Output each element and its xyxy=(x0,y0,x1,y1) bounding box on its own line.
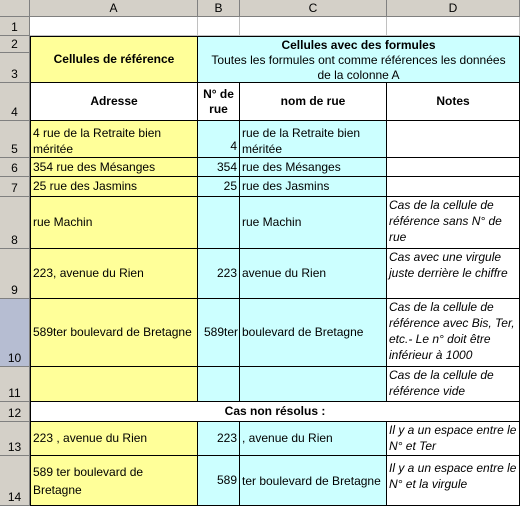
select-all-corner[interactable] xyxy=(0,0,30,17)
row-header-9[interactable]: 9 xyxy=(0,249,30,299)
reference-cells-header[interactable] xyxy=(30,36,198,83)
row-header-4[interactable]: 4 xyxy=(0,83,30,121)
column-header-c[interactable]: C xyxy=(240,0,387,17)
cell-b7[interactable] xyxy=(198,177,240,197)
column-header-a[interactable]: A xyxy=(30,0,198,17)
header-numero-text: N° de rue xyxy=(203,86,234,116)
cell-a8[interactable] xyxy=(30,197,198,249)
row-header-7[interactable]: 7 xyxy=(0,177,30,197)
column-header-d[interactable]: D xyxy=(387,0,520,17)
cell-d10[interactable] xyxy=(387,299,520,367)
cell-b11[interactable] xyxy=(198,367,240,402)
cell-c5[interactable] xyxy=(240,121,387,158)
unresolved-cases-title[interactable] xyxy=(30,402,520,422)
row-header-2[interactable]: 2 xyxy=(0,36,30,53)
cell-a10-text: 589ter boulevard de Bretagne xyxy=(33,325,192,339)
cell-d5[interactable] xyxy=(387,121,520,158)
cell-c13-text: , avenue du Rien xyxy=(242,431,333,445)
row-header-3[interactable]: 3 xyxy=(0,53,30,83)
cell-c10-text: boulevard de Bretagne xyxy=(242,325,364,339)
header-numero[interactable] xyxy=(198,83,240,121)
cell-b6[interactable] xyxy=(198,158,240,177)
row-header-8[interactable]: 8 xyxy=(0,197,30,249)
cell-b6-text: 354 xyxy=(216,159,237,174)
cell-d7[interactable] xyxy=(387,177,520,197)
cell-d6[interactable] xyxy=(387,158,520,177)
header-nom-text: nom de rue xyxy=(280,94,346,108)
cell-b1[interactable] xyxy=(198,17,240,36)
cell-a7[interactable] xyxy=(30,177,198,197)
cell-a5-text: 4 rue de la Retraite bien méritée xyxy=(33,126,162,156)
cell-a9[interactable] xyxy=(30,249,198,299)
cell-b10[interactable] xyxy=(198,299,240,367)
cell-c5-text: rue de la Retraite bien méritée xyxy=(242,126,361,156)
cell-a8-text: rue Machin xyxy=(33,215,93,229)
cell-d14-text: Il y a un espace entre le N° et la virgule xyxy=(389,461,517,491)
formula-cells-subtitle: Toutes les formules ont comme références les données de la colonne A xyxy=(211,53,506,82)
cell-c11[interactable] xyxy=(240,367,387,402)
header-adresse-text: Adresse xyxy=(90,94,138,108)
cell-a5[interactable] xyxy=(30,121,198,158)
cell-a11[interactable] xyxy=(30,367,198,402)
cell-a14[interactable] xyxy=(30,456,198,506)
reference-cells-header-text: Cellules de référence xyxy=(53,52,175,66)
cell-d9-text: Cas avec une virgule juste derrière le chiffre xyxy=(389,250,508,280)
cell-b7-text: 25 xyxy=(223,179,237,193)
cell-b5[interactable] xyxy=(198,121,240,158)
cell-c13[interactable] xyxy=(240,422,387,456)
cell-c7[interactable] xyxy=(240,177,387,197)
cell-b5-text: 4 xyxy=(230,139,237,153)
cell-a13[interactable] xyxy=(30,422,198,456)
cell-d8-text: Cas de la cellule de référence sans N° de rue xyxy=(389,198,502,244)
cell-c8-text: rue Machin xyxy=(242,215,302,229)
cell-d1[interactable] xyxy=(387,17,520,36)
row-header-14[interactable]: 14 xyxy=(0,456,30,506)
cell-d9[interactable] xyxy=(387,249,520,299)
cell-a1[interactable] xyxy=(30,17,198,36)
cell-a6[interactable] xyxy=(30,158,198,177)
cell-a10[interactable] xyxy=(30,299,198,367)
formula-cells-title: Cellules avec des formules xyxy=(281,38,436,52)
row-header-13[interactable]: 13 xyxy=(0,422,30,456)
cell-a14-text: 589 ter boulevard de Bretagne xyxy=(33,464,144,497)
cell-c8[interactable] xyxy=(240,197,387,249)
cell-b8[interactable] xyxy=(198,197,240,249)
cell-b13-text: 223 xyxy=(216,431,237,445)
row-header-10[interactable]: 10 xyxy=(0,299,30,367)
header-notes-text: Notes xyxy=(436,94,470,108)
row-header-1[interactable]: 1 xyxy=(0,17,30,36)
header-notes[interactable] xyxy=(387,83,520,121)
row-header-5[interactable]: 5 xyxy=(0,121,30,158)
column-header-b[interactable]: B xyxy=(198,0,240,17)
row-header-6[interactable]: 6 xyxy=(0,158,30,177)
cell-b13[interactable] xyxy=(198,422,240,456)
cell-b14-text: 589 xyxy=(216,473,237,487)
cell-c9-text: avenue du Rien xyxy=(242,266,327,280)
cell-d8[interactable] xyxy=(387,197,520,249)
cell-b14[interactable] xyxy=(198,456,240,506)
cell-c6[interactable] xyxy=(240,158,387,177)
cell-d11-text: Cas de la cellule de référence vide xyxy=(389,368,494,398)
cell-a7-text: 25 rue des Jasmins xyxy=(33,179,138,193)
cell-c7-text: rue des Jasmins xyxy=(242,179,330,193)
cell-b9-text: 223 xyxy=(216,266,237,280)
cell-d14[interactable] xyxy=(387,456,520,506)
cell-b10-text: 589ter xyxy=(203,325,238,339)
header-nom[interactable] xyxy=(240,83,387,121)
cell-d11[interactable] xyxy=(387,367,520,402)
cell-d10-text: Cas de la cellule de référence avec Bis, Ter, etc.- Le n° doit être inférieur à 1000 xyxy=(389,300,515,362)
unresolved-cases-title-text: Cas non résolus : xyxy=(224,404,326,418)
formula-cells-header[interactable] xyxy=(198,36,520,83)
cell-c1[interactable] xyxy=(240,17,387,36)
cell-c9[interactable] xyxy=(240,249,387,299)
cell-a6-text: 354 rue des Mésanges xyxy=(33,159,156,174)
cell-b9[interactable] xyxy=(198,249,240,299)
cell-a13-text: 223 , avenue du Rien xyxy=(33,431,148,445)
row-header-11[interactable]: 11 xyxy=(0,367,30,402)
header-adresse[interactable] xyxy=(30,83,198,121)
cell-c14-text: ter boulevard de Bretagne xyxy=(242,473,381,488)
cell-c10[interactable] xyxy=(240,299,387,367)
cell-c14[interactable] xyxy=(240,456,387,506)
cell-c6-text: rue des Mésanges xyxy=(242,159,341,174)
cell-a9-text: 223, avenue du Rien xyxy=(33,266,144,280)
cell-d13[interactable] xyxy=(387,422,520,456)
row-header-12[interactable]: 12 xyxy=(0,402,30,422)
cell-d13-text: Il y a un espace entre le N° et Ter xyxy=(389,423,517,453)
